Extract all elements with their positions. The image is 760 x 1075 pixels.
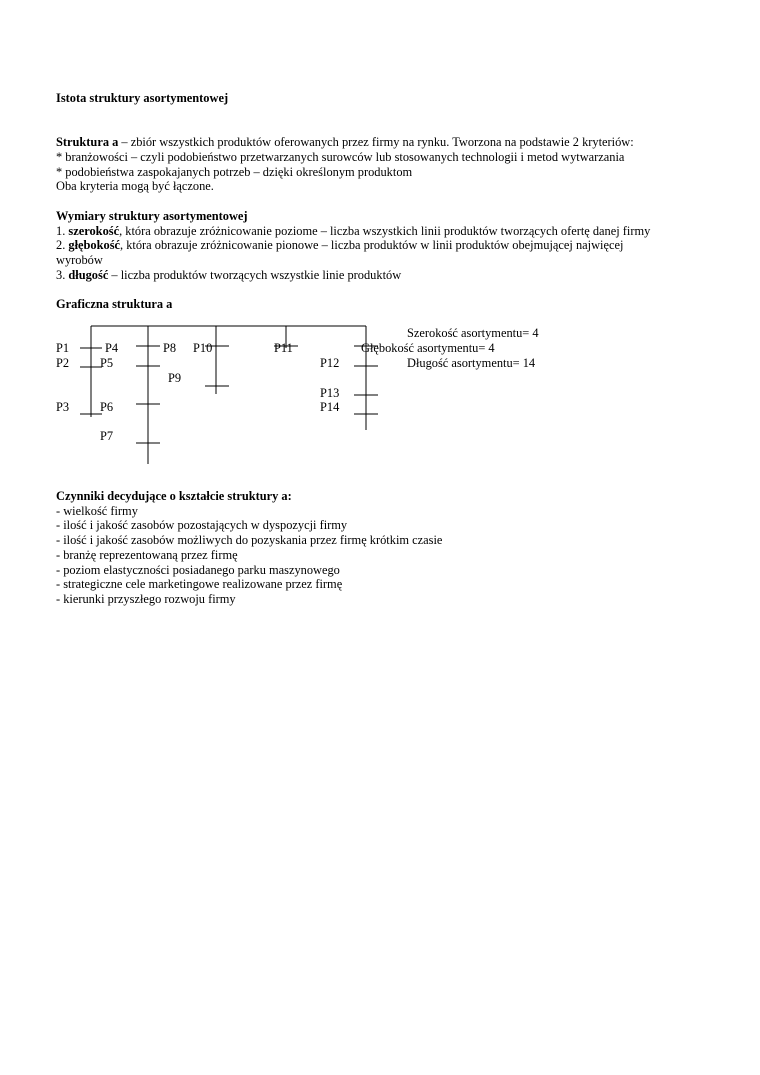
factor-item: - ilość i jakość zasobów pozostających w dyspozycji firmy bbox=[56, 518, 348, 532]
definition-note: Oba kryteria mogą być łączone. bbox=[56, 179, 214, 193]
definition-bullet: * podobieństwa zaspokajanych potrzeb – dzięki określonym produktom bbox=[56, 165, 413, 179]
diagram-heading: Graficzna struktura a bbox=[56, 297, 173, 311]
product-label: P10 bbox=[193, 341, 213, 355]
factors-heading: Czynniki decydujące o kształcie struktury a: bbox=[56, 489, 292, 503]
factor-item: - branżę reprezentowaną przez firmę bbox=[56, 548, 238, 562]
dimension-item: 2. głębokość, która obrazuje zróżnicowanie pionowe – liczba produktów w linii produktów obejmującej najwięcej bbox=[56, 238, 624, 252]
product-label: P7 bbox=[100, 429, 114, 443]
breadth-measure: Szerokość asortymentu= 4 bbox=[407, 326, 539, 340]
product-label: P8 bbox=[163, 341, 177, 355]
product-label: P13 bbox=[320, 386, 340, 400]
product-label: P3 bbox=[56, 400, 70, 414]
product-label: P6 bbox=[100, 400, 114, 414]
factor-item: - kierunki przyszłego rozwoju firmy bbox=[56, 592, 236, 606]
factor-item: - wielkość firmy bbox=[56, 504, 138, 518]
dimension-continuation: wyrobów bbox=[56, 253, 103, 267]
product-label: P12 bbox=[320, 356, 340, 370]
dimensions-heading: Wymiary struktury asortymentowej bbox=[56, 209, 248, 223]
factor-item: - strategiczne cele marketingowe realizowane przez firmę bbox=[56, 577, 343, 591]
factor-item: - poziom elastyczności posiadanego parku maszynowego bbox=[56, 563, 340, 577]
product-label: P5 bbox=[100, 356, 114, 370]
definition-text: – zbiór wszystkich produktów oferowanych przez firmy na rynku. Tworzona na podstawie 2 kryteriów: bbox=[118, 135, 634, 149]
product-label: P2 bbox=[56, 356, 70, 370]
dimension-item: 3. długość – liczba produktów tworzących wszystkie linie produktów bbox=[56, 268, 402, 282]
definition-term: Struktura a bbox=[56, 135, 119, 149]
length-measure: Długość asortymentu= 14 bbox=[407, 356, 536, 370]
depth-measure: Głębokość asortymentu= 4 bbox=[361, 341, 495, 355]
dimension-item: 1. szerokość, która obrazuje zróżnicowanie poziome – liczba wszystkich linii produktów tworzących ofertę danej firmy bbox=[56, 224, 651, 238]
definition-bullet: * branżowości – czyli podobieństwo przetwarzanych surowców lub stosowanych technologii i metod wytwarzania bbox=[56, 150, 625, 164]
page-title: Istota struktury asortymentowej bbox=[56, 91, 229, 105]
product-label: P4 bbox=[105, 341, 119, 355]
product-label: P11 bbox=[274, 341, 293, 355]
product-label: P1 bbox=[56, 341, 70, 355]
product-label: P9 bbox=[168, 371, 182, 385]
factor-item: - ilość i jakość zasobów możliwych do pozyskania przez firmę krótkim czasie bbox=[56, 533, 443, 547]
product-label: P14 bbox=[320, 400, 340, 414]
